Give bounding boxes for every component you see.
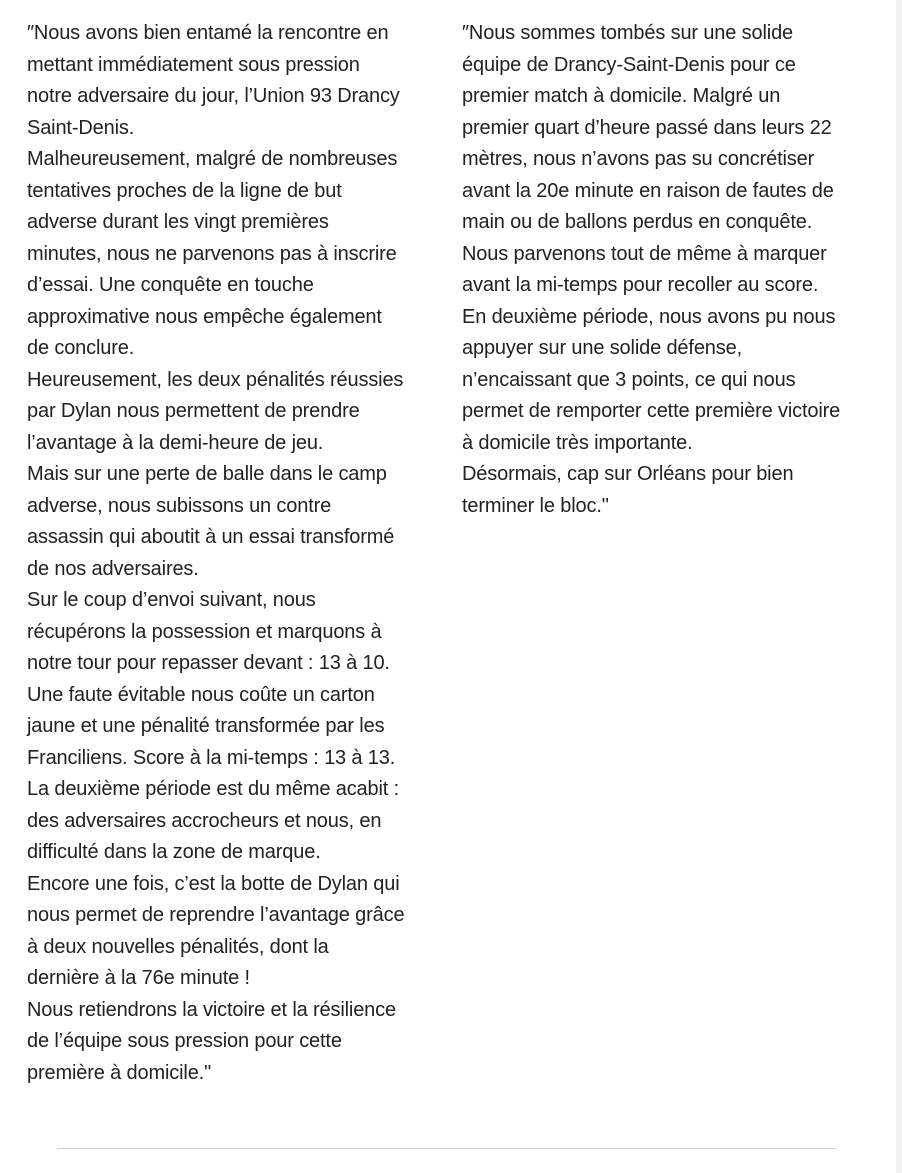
- right-paragraph-3: En deuxième période, nous avons pu nous appuyer sur une solide défense, n’encaissant que 3 points, ce qui nous permet de remporter cette première victoire à domicile très importante.: [462, 305, 841, 454]
- right-paragraph-1: ″Nous sommes tombés sur une solide équipe de Drancy-Saint-Denis pour ce premier match à domicile. Malgré un premier quart d’heure passé dans leurs 22 mètres, nous n’avons pas su concrétiser avant la 20e minute en raison de fautes de main ou de ballons perdus en conquête.: [462, 22, 834, 233]
- left-paragraph-5: Sur le coup d’envoi suivant, nous récupérons la possession et marquons à notre tour pour repasser devant : 13 à 10.: [27, 589, 390, 674]
- left-paragraph-2: Malheureusement, malgré de nombreuses tentatives proches de la ligne de but adverse durant les vingt premières minutes, nous ne parvenons pas à inscrire d’essai. Une conquête en touche approximative nous empêche également de conclure.: [27, 148, 398, 359]
- right-paragraph-2: Nous parvenons tout de même à marquer avant la mi-temps pour recoller au score.: [462, 242, 827, 296]
- left-quote-column: [27, 18, 439, 1089]
- left-paragraph-1: ″Nous avons bien entamé la rencontre en mettant immédiatement sous pression notre adversaire du jour, l’Union 93 Drancy Saint-Denis.: [27, 22, 400, 139]
- left-paragraph-9: Nous retiendrons la victoire et la résilience de l’équipe sous pression pour cette première à domicile.": [27, 998, 396, 1084]
- left-paragraph-4: Mais sur une perte de balle dans le camp adverse, nous subissons un contre assassin qui aboutit à un essai transformé de nos adversaires.: [27, 463, 395, 580]
- scrollbar-track[interactable]: [896, 0, 902, 1173]
- left-paragraph-8: Encore une fois, c’est la botte de Dylan qui nous permet de reprendre l’avantage grâce à deux nouvelles pénalités, dont la dernière à la 76e minute !: [27, 872, 405, 989]
- left-paragraph-6: Une faute évitable nous coûte un carton jaune et une pénalité transformée par les Franciliens. Score à la mi-temps : 13 à 13.: [27, 683, 396, 769]
- footer-divider: [57, 1148, 836, 1149]
- left-paragraph-7: La deuxième période est du même acabit : des adversaires accrocheurs et nous, en difficulté dans la zone de marque.: [27, 778, 399, 863]
- right-paragraph-4: Désormais, cap sur Orléans pour bien terminer le bloc.": [462, 463, 794, 517]
- left-paragraph-3: Heureusement, les deux pénalités réussies par Dylan nous permettent de prendre l’avantage à la demi-heure de jeu.: [27, 368, 404, 454]
- right-quote-column: [462, 18, 874, 522]
